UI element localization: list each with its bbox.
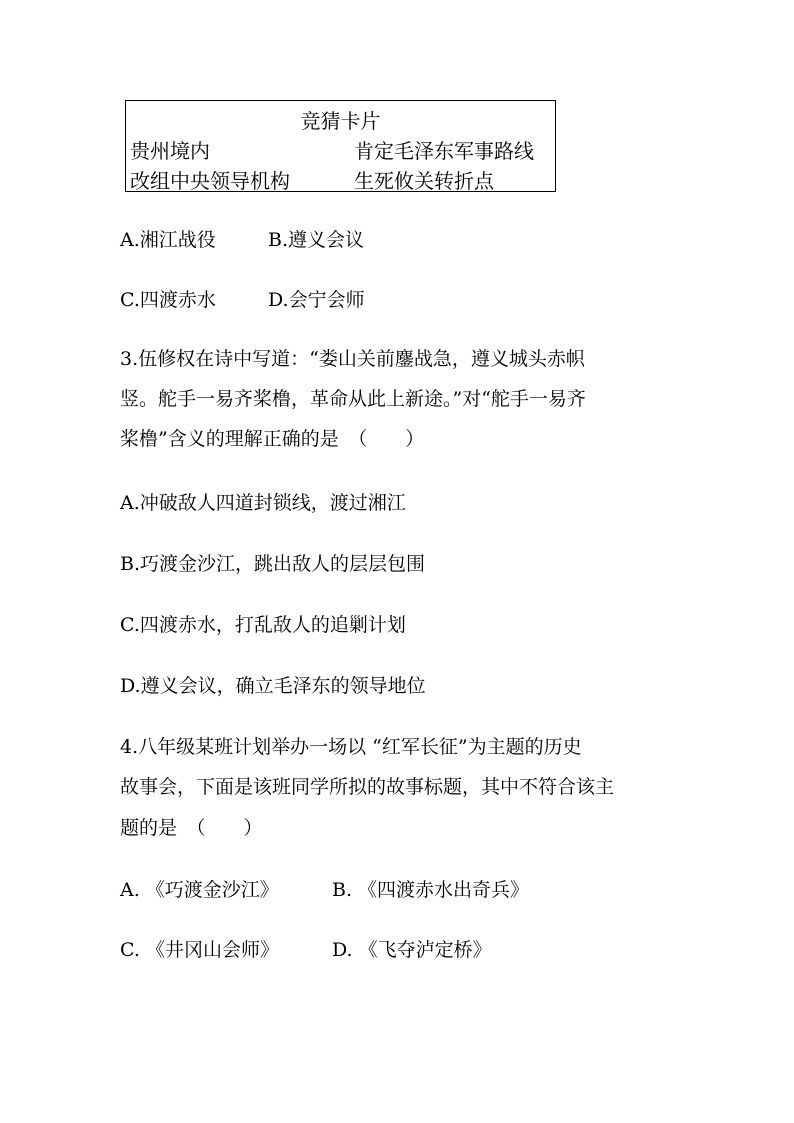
q3-option-b: B.巧渡金沙江，跳出敌人的层层包围 — [120, 553, 426, 575]
card-clue-military-line: 肯定毛泽东军事路线 — [354, 139, 534, 163]
q3-stem-line-3: 桨橹”含义的理解正确的是 （ ） — [120, 428, 425, 450]
q4-option-b: B. 《四渡赤水出奇兵》 — [332, 879, 530, 901]
q2-option-b: B.遵义会议 — [268, 229, 365, 251]
q3-option-d: D.遵义会议，确立毛泽东的领导地位 — [120, 675, 426, 697]
q4-option-a: A. 《巧渡金沙江》 — [120, 879, 279, 901]
card-clue-leadership: 改组中央领导机构 — [130, 169, 290, 193]
q3-stem-line-2: 竖。舵手一易齐桨橹，革命从此上新途。”对“舵手一易齐 — [120, 388, 586, 410]
q4-stem-line-3: 题的是 （ ） — [120, 817, 263, 839]
q4-option-d: D. 《飞夺泸定桥》 — [332, 939, 492, 961]
q3-option-a: A.冲破敌人四道封锁线，渡过湘江 — [120, 492, 406, 514]
q3-option-c: C.四渡赤水，打乱敌人的追剿计划 — [120, 614, 406, 636]
q2-option-c: C.四渡赤水 — [120, 289, 216, 311]
q4-option-c: C. 《井冈山会师》 — [120, 939, 279, 961]
q2-option-d: D.会宁会师 — [268, 289, 365, 311]
q2-option-a: A.湘江战役 — [120, 229, 216, 251]
guess-card-table — [125, 100, 556, 192]
card-clue-turning-point: 生死攸关转折点 — [354, 169, 494, 193]
card-clue-location: 贵州境内 — [130, 139, 210, 163]
q4-stem-line-1: 4.八年级某班计划举办一场以 “红军长征”为主题的历史 — [120, 736, 582, 758]
q3-stem-line-1: 3.伍修权在诗中写道：“娄山关前鏖战急，遵义城头赤帜 — [120, 348, 585, 370]
card-title: 竞猜卡片 — [300, 109, 381, 133]
q4-stem-line-2: 故事会，下面是该班同学所拟的故事标题，其中不符合该主 — [120, 776, 615, 798]
